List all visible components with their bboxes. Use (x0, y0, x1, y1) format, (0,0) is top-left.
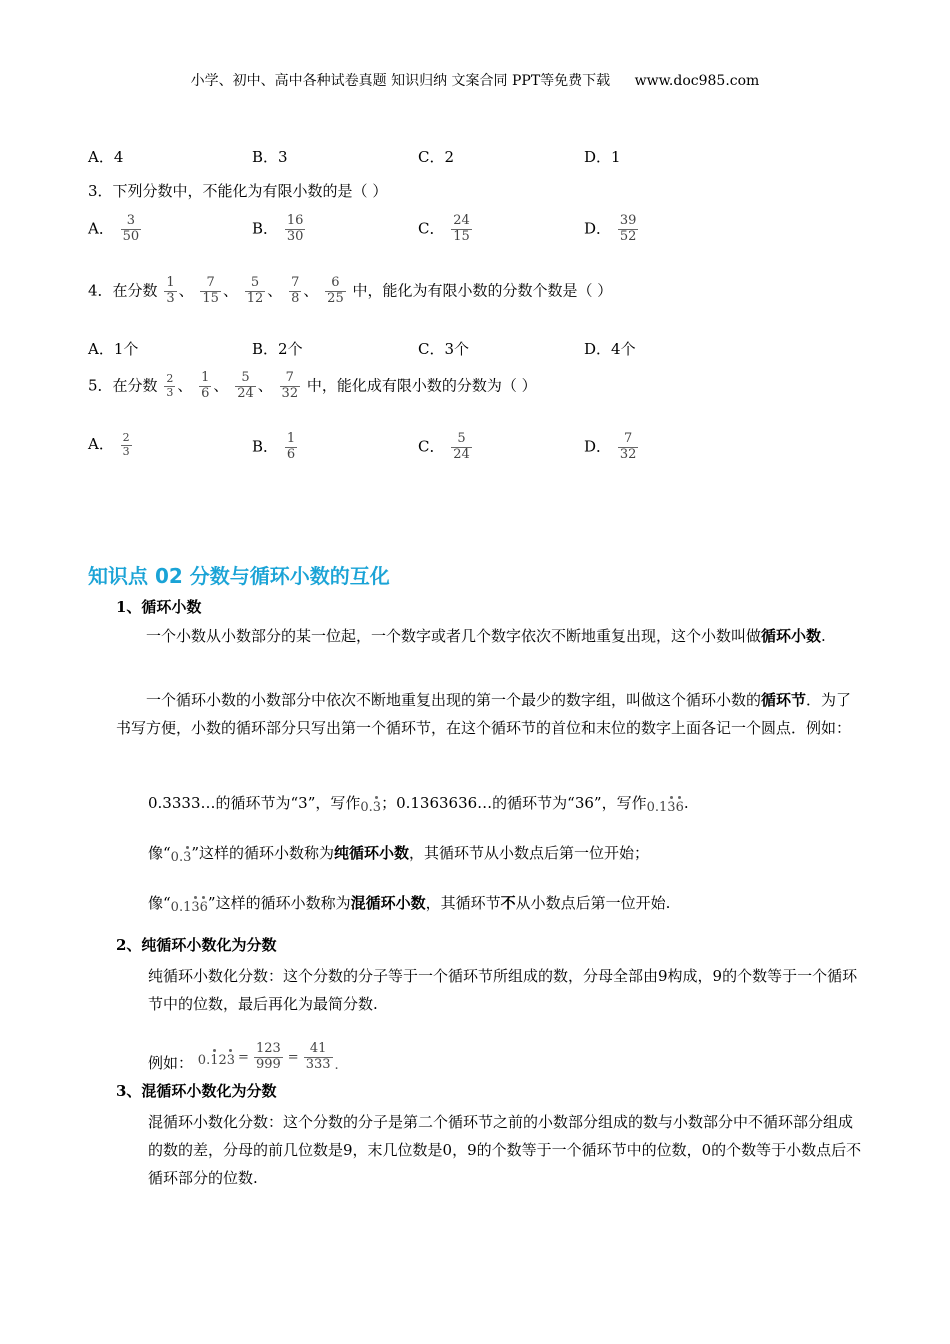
part1-heading: 1、循环小数 (116, 598, 202, 616)
q4-fraction-3: $\frac{5}{12}$ (246, 275, 264, 306)
q5-option-c-fraction: $\frac{5}{24}$ (453, 431, 470, 462)
q5-option-b (252, 432, 299, 463)
q3-fraction-c: $\frac{24}{15}$ (453, 213, 470, 244)
section-title: 知识点 02 分数与循环小数的互化 (88, 564, 390, 588)
q5-fraction-1: $\frac{2}{3}$ (166, 372, 174, 399)
q3-fraction-a: $\frac{3}{50}$ (122, 213, 140, 244)
pure-example-decimal: 0.3 (170, 849, 192, 865)
part2-heading: 2、纯循环小数化为分数 (116, 936, 277, 954)
q2-option-b: B．3 (252, 148, 288, 166)
part2-equation: 0.123 = $\frac{123}{999}$ = $\frac{41}{333}$ . (197, 1041, 339, 1073)
q4-fraction-4: $\frac{7}{8}$ (291, 275, 300, 306)
part1-example: 0.3333…的循环节为“3”，写作0.3；0.1363636…的循环节为“36”，写作0.136. (148, 794, 689, 815)
q4-suffix: 中，能化为有限小数的分数个数是（ ） (352, 281, 613, 300)
q4-option-a: A．1个 (88, 340, 139, 358)
q4-prefix: 4．在分数 (88, 281, 158, 300)
q5-fraction-2: $\frac{1}{6}$ (201, 370, 210, 401)
q4-option-c: C．3个 (418, 340, 470, 358)
q5-option-d (584, 432, 640, 463)
q5-option-b-fraction: $\frac{1}{6}$ (286, 431, 296, 462)
q5-label-a: A． (88, 435, 114, 454)
q5-fraction-4: $\frac{7}{32}$ (281, 370, 299, 401)
part2-fraction-1: $\frac{123}{999}$ (255, 1041, 281, 1073)
q2-option-a: A．4 (88, 148, 124, 166)
q5-option-a (88, 432, 134, 458)
part2-example-label: 例如： (148, 1054, 194, 1072)
part3-paragraph: 混循环小数化分数：这个分数的分子是第二个循环节之前的小数部分组成的数与小数部分中不循环部分组成的数的差，分母的前几位数是9，末几位数是0，9的个数等于一个循环节中的位数，0的个数等于小数点后不循环部分的位数. (148, 1113, 862, 1187)
header-text: 小学、初中、高中各种试卷真题 知识归纳 文案合同 PPT等免费下载 (190, 73, 611, 89)
page-header (0, 70, 950, 90)
q5-option-a-fraction: $\frac{2}{3}$ (122, 431, 130, 458)
q3-label-a: A． (88, 219, 114, 238)
q3-stem: 3．下列分数中，不能化为有限小数的是（ ） (88, 182, 388, 200)
q4-option-d: D．4个 (584, 340, 636, 358)
q3-option-d (584, 214, 640, 245)
q4-option-b: B．2个 (252, 340, 303, 358)
q3-option-b (252, 214, 307, 245)
q3-label-d: D． (584, 219, 612, 238)
q5-suffix: 中，能化成有限小数的分数为（ ） (306, 376, 537, 395)
part1-mixed-repeating: 像“0.136”这样的循环小数称为混循环小数，其循环节不从小数点后第一位开始. (148, 894, 671, 915)
q5-label-c: C． (418, 437, 445, 456)
part2-paragraph: 纯循环小数化分数：这个分数的分子等于一个循环节所组成的数，分母全部由9构成，9的个数等于一个循环节中的位数，最后再化为最简分数. (148, 967, 858, 1013)
q5-option-d-fraction: $\frac{7}{32}$ (619, 431, 637, 462)
q4-fraction-2: $\frac{7}{15}$ (202, 275, 219, 306)
repeating-decimal-0-136: 0.136 (646, 799, 684, 815)
q3-option-c (418, 214, 474, 245)
q5-fraction-3: $\frac{5}{24}$ (237, 370, 254, 401)
q2-option-c: C．2 (418, 148, 455, 166)
q5-label-d: D． (584, 437, 612, 456)
q3-fraction-d: $\frac{39}{52}$ (619, 213, 637, 244)
q3-label-c: C． (418, 219, 445, 238)
repeating-decimal-0-3: 0.3 (360, 799, 382, 815)
part2-fraction-2: $\frac{41}{333}$ (305, 1041, 331, 1073)
part1-paragraph-2: 一个循环小数的小数部分中依次不断地重复出现的第一个最少的数字组，叫做这个循环小数的循环节．为了书写方便，小数的循环部分只写出第一个循环节，在这个循环节的首位和末位的数字上面各记一个圆点．例如： (116, 691, 852, 737)
mixed-example-decimal: 0.136 (170, 899, 208, 915)
q3-label-b: B． (252, 219, 279, 238)
part2-example (148, 1026, 339, 1073)
q5-prefix: 5．在分数 (88, 376, 158, 395)
q4-stem: 4．在分数 $\frac{1}{3}$ 、 $\frac{7}{15}$ 、 $\frac{5}{12}$ 、 $\frac{7}{8}$ 、 $\frac{6}{25}$ 中，能化为有限小数的分数个数是（ ） (88, 275, 613, 306)
q5-stem: 5．在分数 $\frac{2}{3}$ 、 $\frac{1}{6}$ 、 $\frac{5}{24}$ 、 $\frac{7}{32}$ 中，能化成有限小数的分数为（ ） (88, 370, 537, 401)
q2-option-d: D．1 (584, 148, 621, 166)
part1-paragraph-1: 一个小数从小数部分的某一位起，一个数字或者几个数字依次不断地重复出现，这个小数叫做循环小数. (146, 627, 826, 645)
part3-heading: 3、混循环小数化为分数 (116, 1082, 277, 1100)
q5-label-b: B． (252, 437, 279, 456)
q3-option-a (88, 214, 143, 245)
part1-pure-repeating: 像“0.3”这样的循环小数称为纯循环小数，其循环节从小数点后第一位开始； (148, 844, 650, 865)
header-site: www.doc985.com (634, 73, 760, 89)
q4-fraction-5: $\frac{6}{25}$ (327, 275, 344, 306)
q4-fraction-1: $\frac{1}{3}$ (166, 275, 175, 306)
q3-fraction-b: $\frac{16}{30}$ (286, 213, 304, 244)
q5-option-c (418, 432, 474, 463)
